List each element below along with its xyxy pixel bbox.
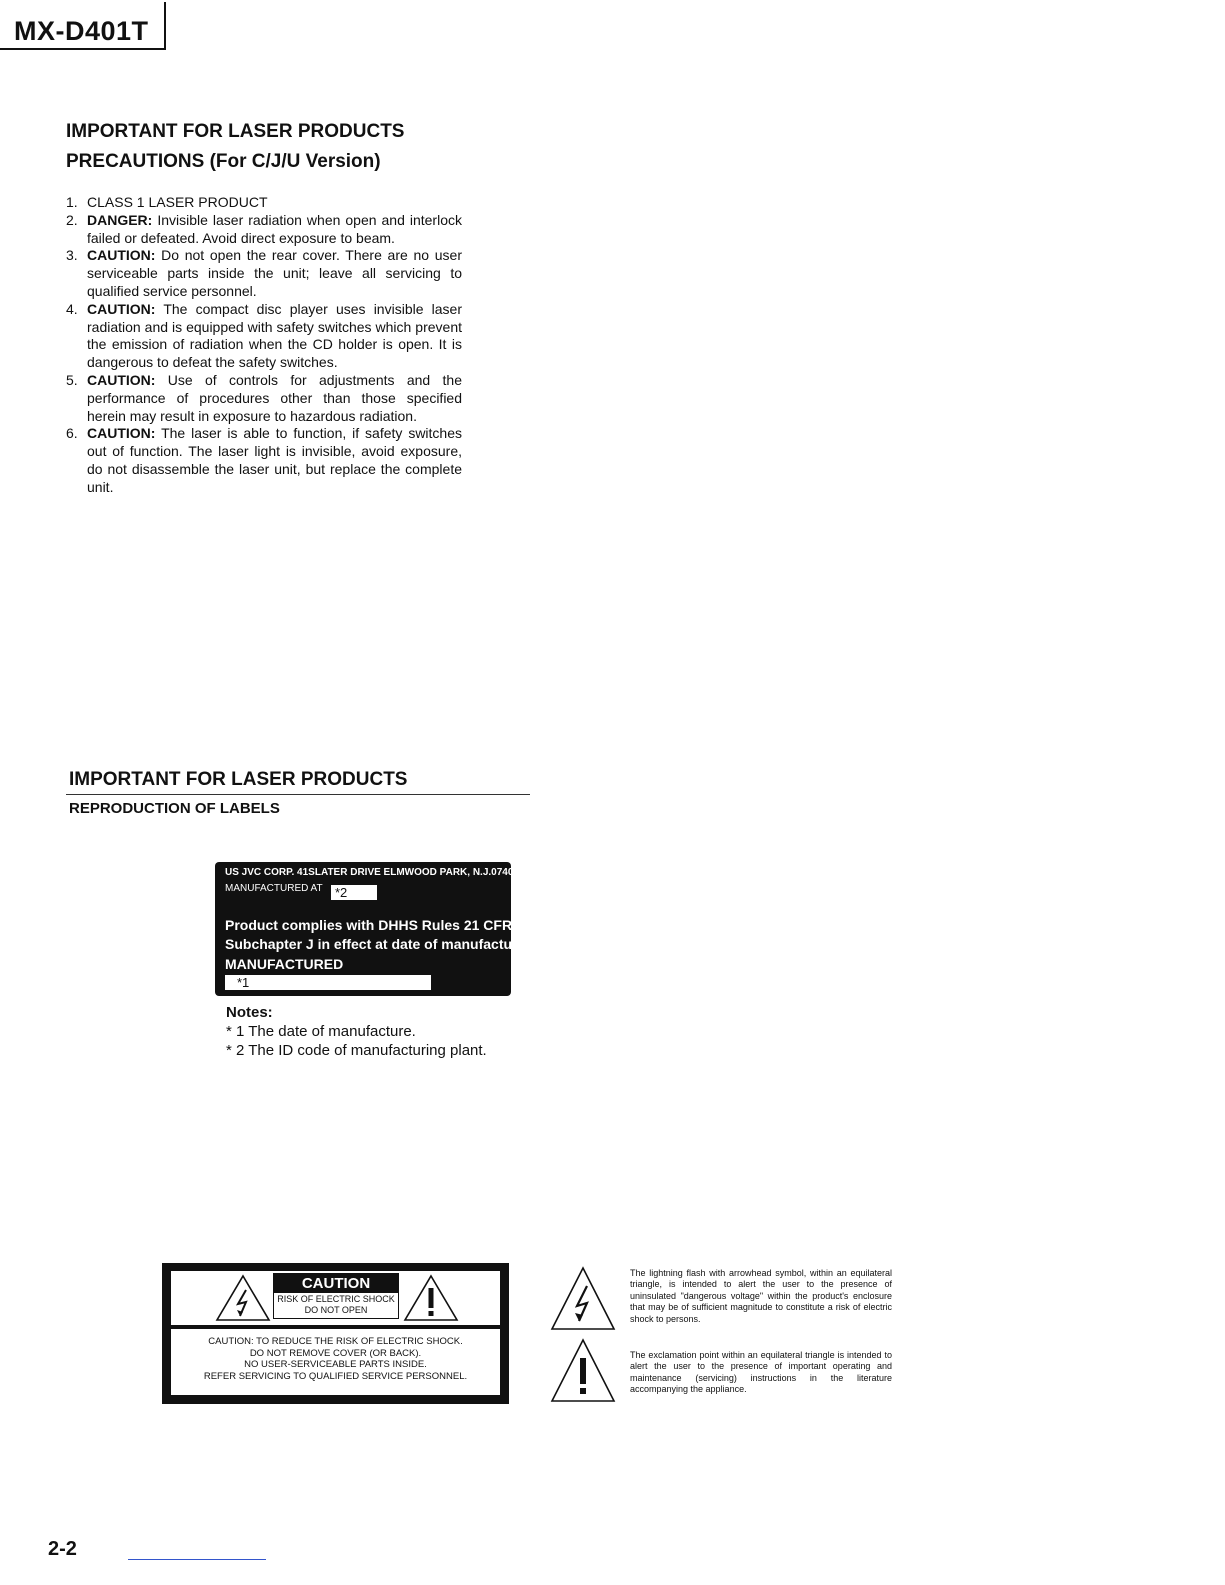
item-text: Invisible laser radiation when open and interlock failed or defeated. Avoid direct exposure to beam. — [87, 211, 462, 246]
caution-box — [273, 1273, 399, 1319]
header-rule — [0, 48, 166, 50]
list-item — [66, 301, 462, 372]
item-number: 4. — [66, 300, 78, 317]
item-label: CAUTION: — [87, 371, 156, 388]
header-rule-vertical — [164, 2, 166, 49]
exclamation-triangle-icon — [403, 1274, 459, 1322]
label-address: US JVC CORP. 41SLATER DRIVE ELMWOOD PARK, N.J.07407 — [225, 867, 519, 878]
exclamation-triangle-icon — [550, 1338, 616, 1404]
note-item: * 1 The date of manufacture. — [226, 1023, 416, 1040]
caution-plate — [162, 1263, 509, 1404]
item-number: 5. — [66, 371, 78, 388]
caution-line: NO USER-SERVICEABLE PARTS INSIDE. — [244, 1359, 427, 1370]
section2-title: IMPORTANT FOR LASER PRODUCTS — [69, 769, 408, 790]
caution-sub-line: DO NOT OPEN — [304, 1305, 368, 1315]
item-label: CAUTION: — [87, 300, 156, 317]
list-item — [66, 212, 462, 248]
plant-code-box: *2 — [331, 885, 377, 900]
label-manufactured: MANUFACTURED — [225, 956, 344, 972]
page-number: 2-2 — [48, 1538, 77, 1560]
notes — [226, 1003, 487, 1060]
caution-line: CAUTION: TO REDUCE THE RISK OF ELECTRIC SHOCK. — [208, 1336, 463, 1347]
caution-subtext — [274, 1294, 398, 1316]
section2-subtitle: REPRODUCTION OF LABELS — [69, 800, 280, 817]
caution-line: DO NOT REMOVE COVER (OR BACK). — [249, 1347, 422, 1359]
section1-subtitle: PRECAUTIONS (For C/J/U Version) — [66, 151, 381, 172]
label-manufactured-at: MANUFACTURED AT — [225, 883, 323, 894]
item-number: 3. — [66, 247, 78, 264]
item-text: CLASS 1 LASER PRODUCT — [87, 194, 268, 210]
precautions-list — [66, 194, 462, 497]
list-item — [66, 194, 462, 212]
caution-sub-line: RISK OF ELECTRIC SHOCK — [277, 1294, 395, 1304]
item-text: The laser is able to function, if safety switches out of function. The laser light is invisible, avoid exposure, do not disassemble the laser unit, but replace the complete unit. — [87, 425, 462, 495]
section1-title: IMPORTANT FOR LASER PRODUCTS — [66, 121, 405, 142]
caution-heading: CAUTION — [274, 1274, 398, 1293]
item-number: 1. — [66, 194, 78, 210]
item-number: 6. — [66, 425, 78, 442]
date-code-box: *1 — [225, 975, 431, 990]
list-item — [66, 425, 462, 496]
dhhs-compliance-label — [215, 862, 530, 996]
item-label: CAUTION: — [87, 247, 156, 264]
lightning-triangle-icon — [550, 1266, 616, 1332]
label-compliance-line1: Product complies with DHHS Rules 21 CFR — [225, 917, 513, 933]
caution-line: REFER SERVICING TO QUALIFIED SERVICE PERSONNEL. — [203, 1370, 468, 1382]
exclamation-symbol-description: The exclamation point within an equilateral triangle is intended to alert the user to the presence of important operating and maintenance (servicing) instructions in the literature accompanying the appliance. — [630, 1350, 892, 1395]
caution-plate-text — [171, 1329, 500, 1395]
footer-rule — [128, 1559, 266, 1560]
caution-plate-top — [171, 1271, 500, 1325]
model-number: MX-D401T — [14, 16, 149, 46]
item-text: The compact disc player uses invisible laser radiation and is equipped with safety switches which prevent the emission of radiation when the CD holder is open. It is dangerous to defeat the safety switches. — [87, 300, 462, 371]
label-compliance-line2: Subchapter J in effect at date of manufacture. — [225, 936, 530, 952]
item-text: Do not open the rear cover. There are no user serviceable parts inside the unit; leave all servicing to qualified service personnel. — [87, 247, 462, 299]
note-item: * 2 The ID code of manufacturing plant. — [226, 1042, 487, 1059]
lightning-symbol-description: The lightning flash with arrowhead symbol, within an equilateral triangle, is intended to alert the user to the presence of uninsulated "dangerous voltage" within the product's enclosure that may be of sufficient magnitude to constitute a risk of electric shock to persons. — [630, 1268, 892, 1324]
lightning-triangle-icon — [215, 1274, 271, 1322]
section2-rule — [66, 794, 530, 795]
item-number: 2. — [66, 211, 78, 228]
notes-title: Notes: — [226, 1004, 273, 1021]
item-label: CAUTION: — [87, 425, 156, 442]
list-item — [66, 372, 462, 425]
item-text: Use of controls for adjustments and the performance of procedures other than those specified herein may result in exposure to hazardous radiation. — [87, 371, 462, 424]
list-item — [66, 247, 462, 300]
item-label: DANGER: — [87, 211, 153, 228]
